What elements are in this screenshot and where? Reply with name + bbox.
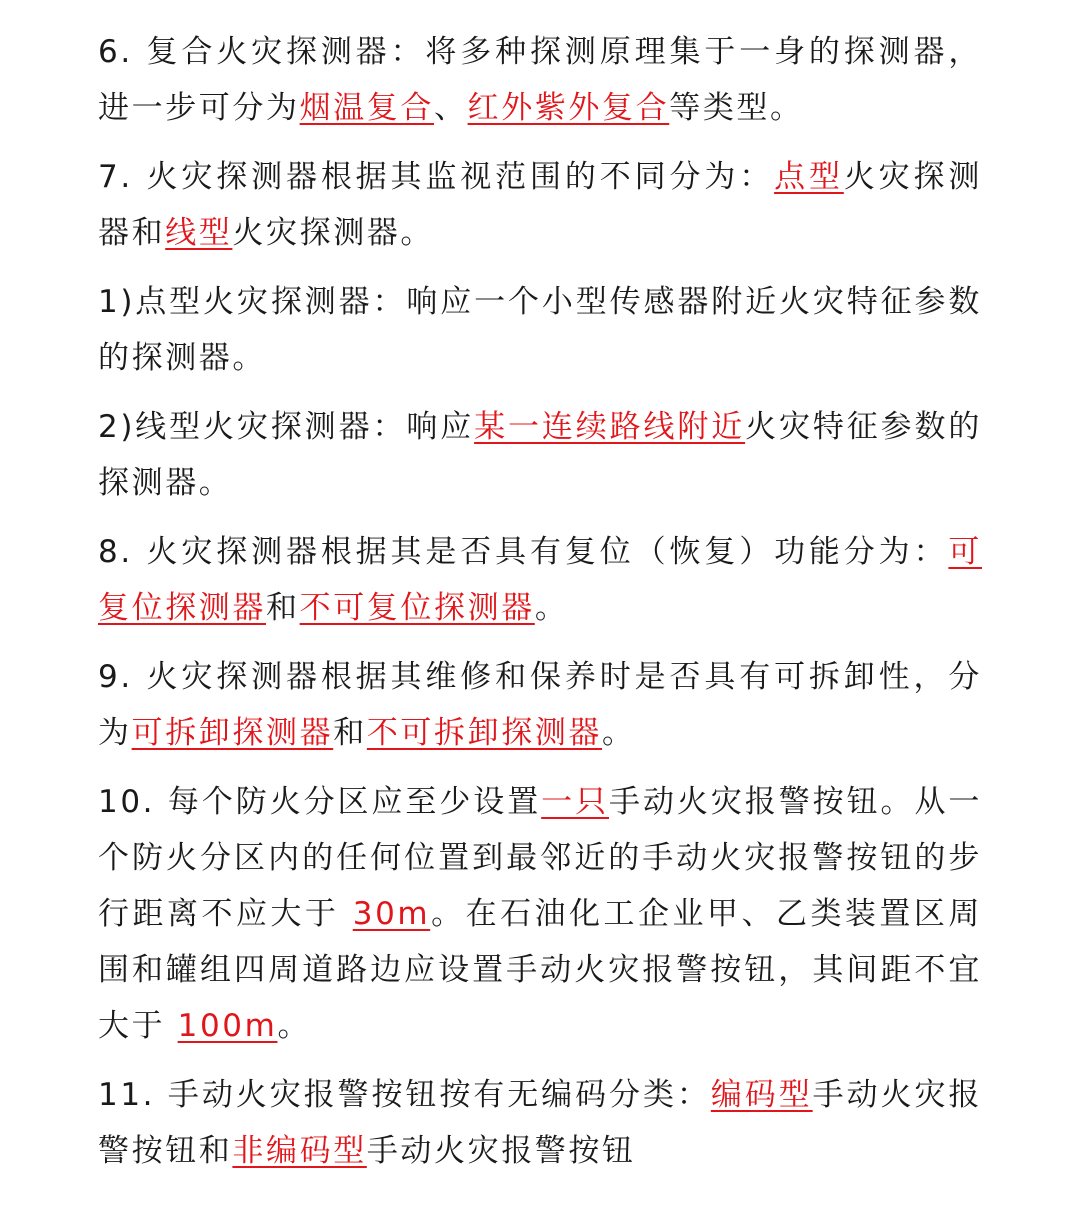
text: 和	[266, 590, 300, 626]
text: 。	[602, 715, 636, 751]
text: 6. 复合火灾探测器：将多种探测原理集于一身的探测器，进一步可分为	[98, 34, 982, 126]
highlighted-term: 线型	[165, 215, 233, 251]
highlighted-term: 不可复位探测器	[299, 590, 535, 626]
highlighted-term: 可复位探测器	[98, 534, 982, 626]
highlighted-term: 红外紫外复合	[467, 90, 670, 126]
paragraph-item-9	[98, 649, 982, 761]
text: 手动火灾报警按钮	[366, 1133, 636, 1169]
text: 火灾探测器和	[98, 159, 983, 251]
text: 、	[434, 90, 468, 126]
highlighted-term: 某一连续路线附近	[474, 409, 746, 445]
highlighted-term: 编码型	[710, 1077, 813, 1113]
text: 。	[277, 1008, 312, 1044]
highlighted-term: 可拆卸探测器	[131, 715, 334, 751]
text: 11. 手动火灾报警按钮按有无编码分类：	[98, 1077, 711, 1113]
paragraph-item-6	[98, 24, 982, 136]
text: 1)点型火灾探测器：响应一个小型传感器附近火灾特征参数的探测器。	[98, 284, 982, 376]
text: 7. 火灾探测器根据其监视范围的不同分为：	[98, 159, 775, 195]
highlighted-term: 一只	[541, 784, 610, 820]
text: 手动火灾报警按钮。从一个防火分区内的任何位置到最邻近的手动火灾报警按钮的步行距离不应大于	[98, 784, 982, 932]
text: 手动火灾报警按钮和	[98, 1077, 982, 1169]
highlighted-term: 100m	[177, 1008, 278, 1044]
text: 等类型。	[669, 90, 804, 126]
text: 火灾探测器。	[232, 215, 435, 251]
document-body	[98, 24, 982, 1192]
paragraph-item-7-1	[98, 274, 982, 386]
paragraph-item-11	[98, 1067, 982, 1179]
highlighted-term: 30m	[352, 896, 431, 932]
text: 10. 每个防火分区应至少设置	[98, 784, 542, 820]
text: 。	[534, 590, 569, 626]
text: 2)线型火灾探测器：响应	[98, 409, 475, 445]
highlighted-term: 烟温复合	[299, 90, 435, 126]
text: 9. 火灾探测器根据其维修和保养时是否具有可拆卸性，分为	[98, 659, 982, 751]
text: 。在石油化工企业甲、乙类装置区周围和罐组四周道路边应设置手动火灾报警按钮，其间距不宜大于	[98, 896, 982, 1044]
text: 火灾特征参数的探测器。	[98, 409, 982, 501]
paragraph-item-10	[98, 774, 982, 1054]
highlighted-term: 非编码型	[232, 1133, 367, 1169]
paragraph-item-7	[98, 149, 982, 261]
highlighted-term: 点型	[774, 159, 844, 195]
paragraph-item-8	[98, 524, 982, 636]
highlighted-term: 不可拆卸探测器	[366, 715, 603, 751]
text: 8. 火灾探测器根据其是否具有复位（恢复）功能分为：	[98, 534, 949, 570]
text: 和	[333, 715, 367, 751]
paragraph-item-7-2	[98, 399, 982, 511]
